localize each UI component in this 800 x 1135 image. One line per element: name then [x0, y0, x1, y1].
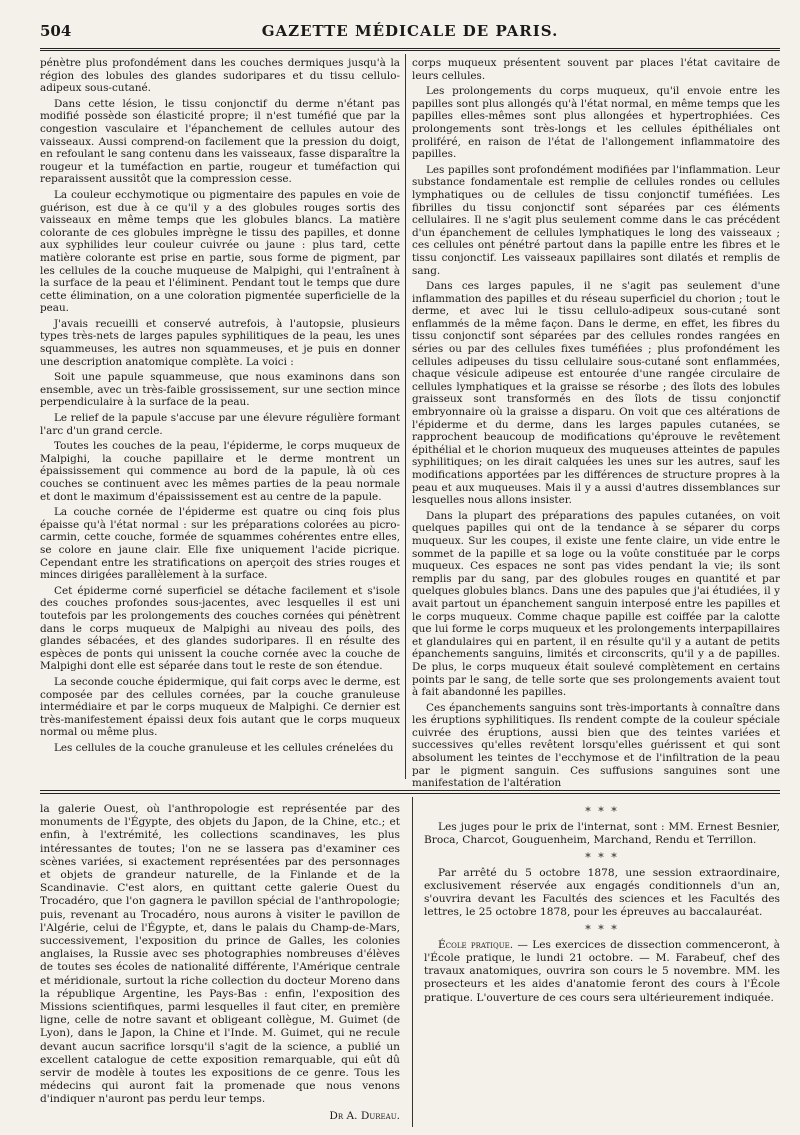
paragraph: Soit une papule squammeuse, que nous examinons dans son ensemble, avec un très-faible grossissement, sur une section mince perpendiculaire à la surface de la peau. — [40, 371, 400, 409]
paragraph: corps muqueux présentent souvent par places l'état cavitaire de leurs cellules. — [412, 57, 780, 82]
paragraph: la galerie Ouest, où l'anthropologie est représentée par des monuments de l'Égypte, des objets du Japon, de la Chine, etc.; et enfin, à l'extrémité, les collections scandinaves, les plus intéressantes de toutes; l'on ne se lassera pas d'examiner ces scènes variées, si exactement représentées par des personnages et objets de grandeur naturelle, de la Finlande et de la Scandinavie. C'est alors, en quittant cette galerie Ouest du Trocadéro, que l'on gagnera le pavillon spécial de l'anthropologie; puis, revenant au Trocadéro, nous aurons à visiter le pavillon de l'Algérie, celui de l'Égypte, et, dans le palais du Champ-de-Mars, successivement, l'exposition du prince de Galles, les colonies anglaises, la Russie avec ses photographies nombreuses d'élèves de toutes ses écoles de nationalité différente, l'Amérique centrale et méridionale, surtout la riche collection du docteur Moreno dans la république Argentine, les Pays-Bas : enfin, l'exposition des Missions scientifiques, parmi lesquelles il faut citer, en première ligne, celle de notre savant et obligeant collègue, M. Guimet (de Lyon), dans le Japon, la Chine et l'Inde. M. Guimet, qui ne recule devant aucun sacrifice lorsqu'il s'agit de la science, a publié un excellent catalogue de cette exposition remarquable, qui eût dû servir de modèle à toutes les expositions de ce genre. Tous les médecins qui auront fait la promenade que nous venons d'indiquer n'auront pas perdu leur temps. — [40, 803, 400, 1106]
section-rule — [40, 790, 780, 794]
page-header — [40, 18, 780, 44]
column-divider — [412, 797, 413, 1127]
paragraph: Dans la plupart des préparations des papules cutanées, on voit quelques papilles qui ont de la tendance à se séparer du corps muqueux. Sur les coupes, il existe une fente claire, un vide entre le sommet de la papille et sa loge ou la voûte constituée par le corps muqueux. Ces espaces ne sont pas vides pendant la vie; ils sont remplis par du sang, par des globules rouges en quantité et par quelques globules blancs. Dans une des papules que j'ai étudiées, il y avait partout un épanchement sanguin interposé entre les papilles et le corps muqueux. Comme chaque papille est coiffée par la calotte que lui forme le corps muqueux et les prolongements interpapillaires et glandulaires qui en partent, il en résulte qu'il y a autant de petits épanchements sanguins, limités et circonscrits, qu'il y a de papilles. De plus, le corps muqueux était soulevé complètement en certains points par le sang, de telle sorte que ses prolongements avaient tout à fait abandonné les papilles. — [412, 509, 780, 699]
journal-title: GAZETTE MÉDICALE DE PARIS. — [261, 22, 559, 40]
paragraph: École pratique. — Les exercices de dissection commenceront, à l'École pratique, le lundi 21 octobre. — M. Farabeuf, chef des travaux anatomiques, ouvrira son cours le 5 novembre. MM. les prosecteurs et les aides d'anatomie feront des cours à l'École pratique. L'ouverture de ces cours sera ultérieurement indiquée. — [424, 938, 780, 1004]
paragraph: Les juges pour le prix de l'internat, sont : MM. Ernest Besnier, Broca, Charcot, Gouguenheim, Marchand, Rendu et Terrillon. — [424, 821, 780, 847]
paragraph: La couche cornée de l'épiderme est quatre ou cinq fois plus épaisse qu'à l'état normal : sur les préparations colorées au picro-carmin, cette couche, formée de squammes cohérentes entre elles, se colore en jaune clair. Elle fixe uniquement l'acide picrique. Cependant entre les stratifications on aperçoit des stries rouges et minces dirigées parallèlement à la surface. — [40, 506, 400, 582]
separator-stars: * * * — [585, 850, 619, 864]
paragraph: Les prolongements du corps muqueux, qu'il envoie entre les papilles sont plus allongés qu'à l'état normal, en même temps que les papilles elles-mêmes sont plus allongées et hypertrophiées. Ces prolongements sont très-longs et les cellules épithéliales ont proliféré, en raison de l'état de l'allongement inflammatoire des papilles. — [412, 85, 780, 161]
separator-stars: * * * — [585, 922, 619, 936]
feuilleton-column — [40, 803, 400, 1123]
paragraph: Les cellules de la couche granuleuse et les cellules crénelées du — [54, 741, 394, 754]
signature: Dr A. Dureau. — [329, 1109, 400, 1122]
section-label: École pratique. — [438, 938, 514, 951]
paragraph: La couleur ecchymotique ou pigmentaire des papules en voie de guérison, est due à ce qu'il y a des globules rouges sortis des vaisseaux en même temps que les globules blancs. La matière colorante de ces globules imprègne le tissu des papilles, et donne aux syphilides leur couleur cuivrée ou jaune : plus tard, cette matière colorante est prise en partie, sous forme de pigment, par les cellules de la couche muqueuse de Malpighi, qui l'entraînent à la surface de la peau et l'éliminent. Pendant tout le temps que dure cette élimination, on a une coloration pigmentée superficielle de la peau. — [40, 188, 400, 315]
paragraph: Toutes les couches de la peau, l'épiderme, le corps muqueux de Malpighi, la couche papillaire et le derme montrent un épaississement qui commence au bord de la papule, là où ces couches se continuent avec les mêmes parties de la peau normale et dont le maximum d'épaississement est au centre de la papule. — [40, 440, 400, 503]
article-column-left — [40, 57, 400, 777]
news-column — [424, 803, 780, 1123]
paragraph: Le relief de la papule s'accuse par une élevure régulière formant l'arc d'un grand cercle. — [40, 412, 400, 437]
separator-stars: * * * — [585, 805, 619, 818]
paragraph: La seconde couche épidermique, qui fait corps avec le derme, est composée par des cellules cornées, par la couche granuleuse intermédiaire et par le corps muqueux de Malpighi. Ce dernier est très-manifestement épaissi deux fois autant que le corps muqueux normal ou même plus. — [40, 675, 400, 739]
paragraph: Dans ces larges papules, il ne s'agit pas seulement d'une inflammation des papilles et du réseau superficiel du chorion ; tout le derme, et avec lui le tissu cellulo-adipeux sous-cutané sont enflammés de la même façon. Dans le derme, en effet, les fibres du tissu conjonctif sont séparées par des cellules rondes rangées en séries ou par des cellules fixes tuméfiées ; plus profondément les cellules adipeuses du tissu cellulaire sous-cutané sont enflammées, chaque vésicule adipeuse est entourée d'une rangée circulaire de cellules lymphatiques et la graisse se résorbe ; des îlots des lobules graisseux sont transformés en des îlots de tissu conjonctif embryonnaire où la graisse a disparu. On voit que ces altérations de l'épiderme et du derme, dans les larges papules cutanées, se rapprochent beaucoup de modifications qu'éprouve le revêtement épithélial et le chorion muqueux des muqueuses atteintes de papules syphilitiques; on les dirait calquées les unes sur les autres, sauf les modifications apportées par les différences de structure propres à la peau et aux muqueuses. Mais il y a aussi d'autres dissemblances sur lesquelles nous allons insister. — [412, 280, 780, 507]
paragraph: Cet épiderme corné superficiel se détache facilement et s'isole des couches profondes sous-jacentes, avec lesquelles il est uni toutefois par les prolongements des couches cornées qui pénètrent dans le corps muqueux de Malpighi au niveau des poils, des glandes sébacées, et des glandes sudoripares. Il en résulte des espèces de ponts qui unissent la couche cornée avec la couche de Malpighi dont elle est séparée dans tout le reste de son étendue. — [40, 584, 400, 673]
paragraph: J'avais recueilli et conservé autrefois, à l'autopsie, plusieurs types très-nets de larges papules syphilitiques de la peau, les unes squammeuses, les autres non squammeuses, et je puis en donner une description anatomique complète. La voici : — [40, 317, 400, 368]
paragraph: Dans cette lésion, le tissu conjonctif du derme n'étant pas modifié possède son élasticité propre; il n'est tuméfié que par la congestion vasculaire et l'épanchement de cellules autour des vaisseaux. Aussi comprend-on facilement que la pression du doigt, en refoulant le sang contenu dans les vaisseaux, fasse disparaître la rougeur et la tuméfaction en partie, rougeur et tuméfaction qui reparaissent aussitôt que la compression cesse. — [40, 97, 400, 186]
column-divider — [405, 54, 406, 779]
paragraph: pénètre plus profondément dans les couches dermiques jusqu'à la région des lobules des glandes sudoripares et du tissu cellulo-adipeux sous-cutané. — [40, 57, 400, 95]
page-number: 504 — [40, 22, 72, 40]
header-rule — [40, 48, 780, 51]
paragraph: Ces épanchements sanguins sont très-importants à connaître dans les éruptions syphilitiques. Ils rendent compte de la couleur spéciale cuivrée des éruptions, aussi bien que des teintes variées et successives qu'elles revêtent lorsqu'elles guérissent et qui sont absolument les teintes de l'ecchymose et de l'infiltration de la peau par le pigment sanguin. Ces suffusions sanguines sont une manifestation de l'altération — [412, 701, 780, 790]
article-column-right — [412, 57, 780, 790]
paragraph: Par arrêté du 5 octobre 1878, une session extraordinaire, exclusivement réservée aux engagés conditionnels d'un an, s'ouvrira devant les Facultés des sciences et les Facultés des lettres, le 25 octobre 1878, pour les épreuves au baccalauréat. — [424, 866, 780, 919]
paragraph: Les papilles sont profondément modifiées par l'inflammation. Leur substance fondamentale est remplie de cellules rondes ou cellules lymphatiques ou de cellules de tissu conjonctif tuméfiées. Les fibrilles du tissu conjonctif sont séparées par ces éléments cellulaires. Il ne s'agit plus seulement comme dans le cas précédent d'un épanchement de cellules lymphatiques le long des vaisseaux ; ces cellules ont pénétré partout dans la papille entre les fibres et le tissu conjonctif. Les vaisseaux papillaires sont dilatés et remplis de sang. — [412, 163, 780, 277]
